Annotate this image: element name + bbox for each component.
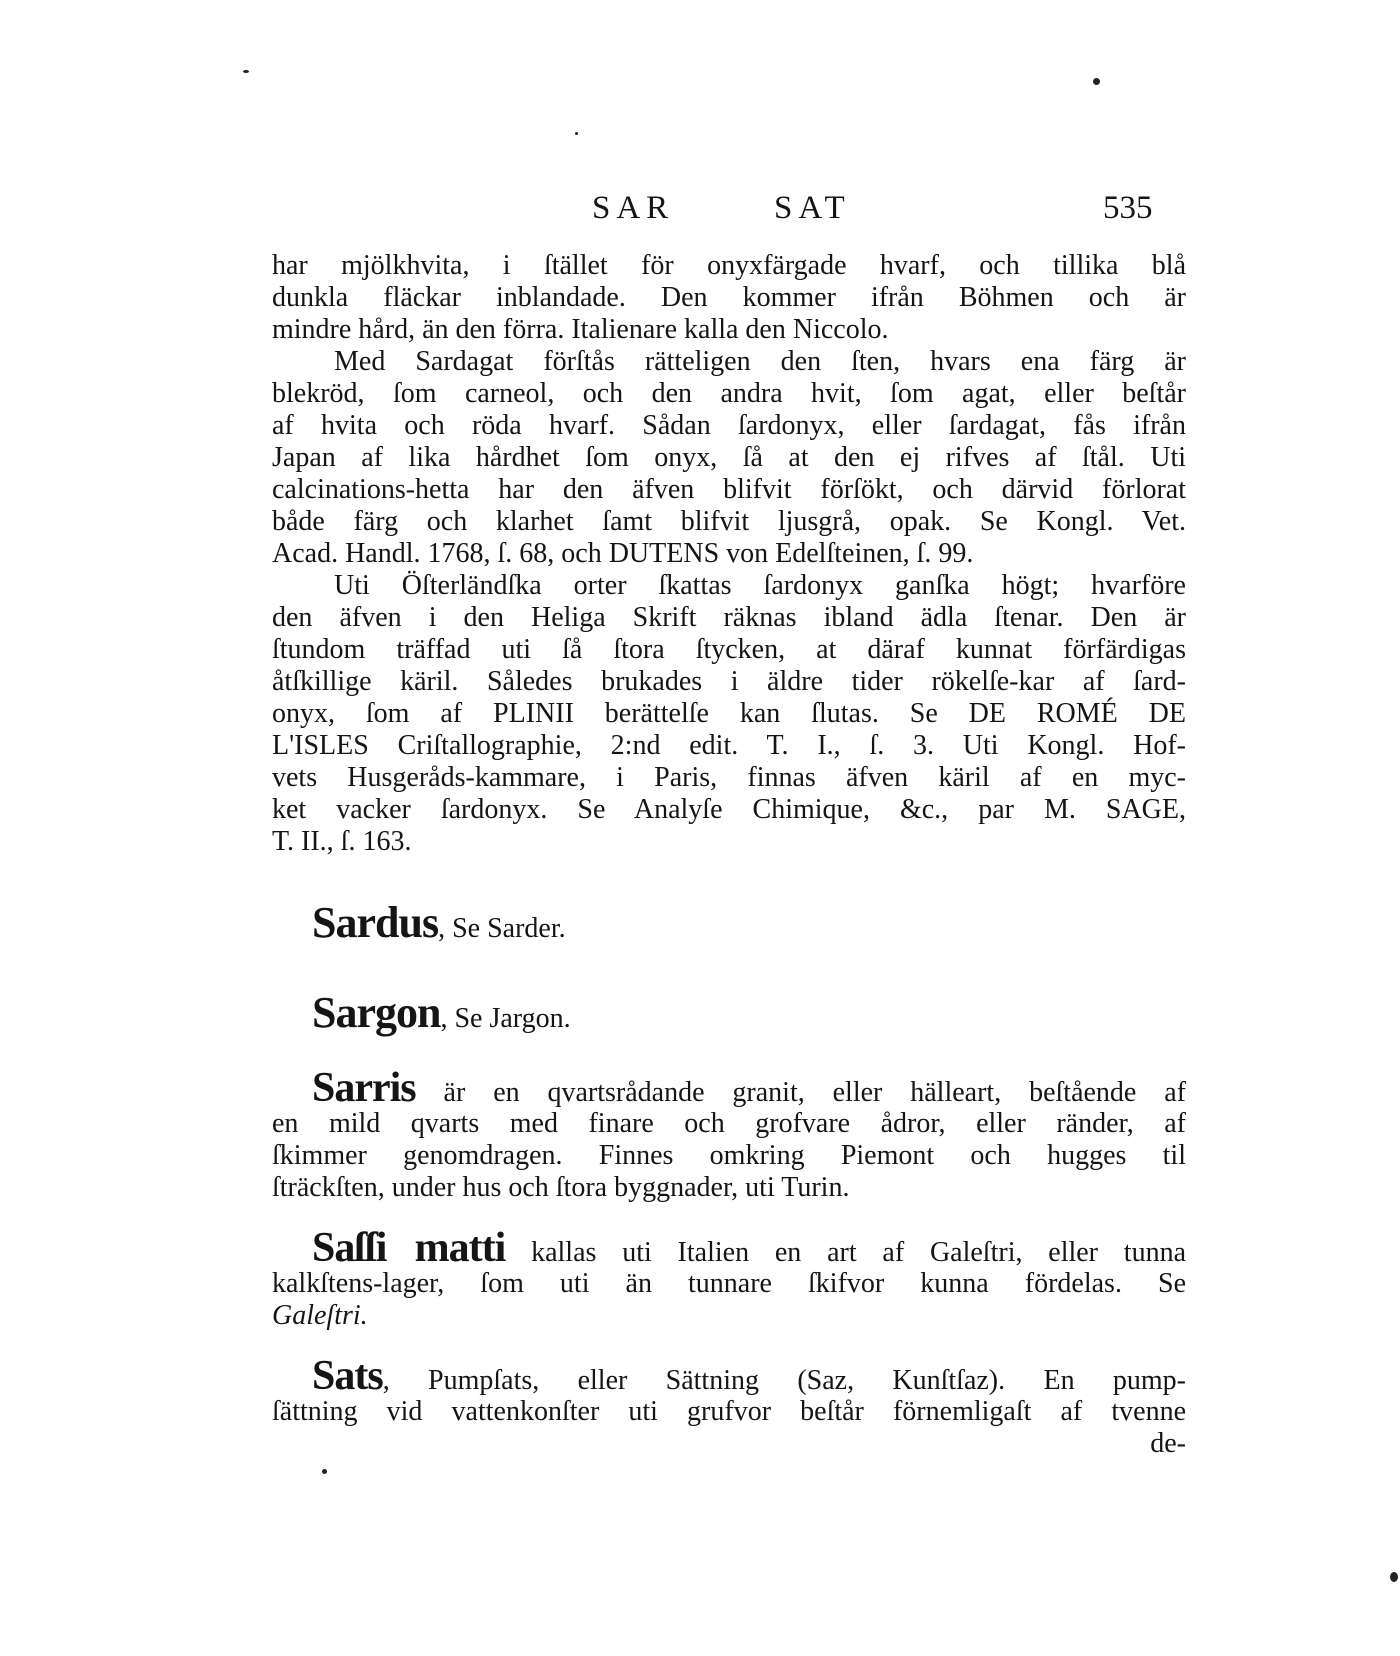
text-line: Acad. Handl. 1768, ſ. 68, och DUTENS von Edelſteinen, ſ. 99.	[272, 538, 974, 569]
page-number: 535	[1103, 190, 1153, 226]
paragraph-3	[272, 570, 1186, 858]
entry-sarris	[272, 1065, 1186, 1204]
paragraph-2	[272, 346, 1186, 570]
text-line: ſträckſten, under hus och ſtora byggnader, uti Turin.	[272, 1172, 850, 1203]
ink-speck	[243, 70, 249, 73]
text-line: både färg och klarhet ſamt blifvit ljusgrå, opak. Se Kongl. Vet.	[272, 506, 1186, 537]
entry-text: , Se Sarder.	[438, 913, 566, 944]
spacer	[272, 1332, 1186, 1356]
entry-first-line	[272, 1225, 1187, 1271]
text-line: Galeſtri.	[272, 1300, 368, 1331]
entry-first-line	[272, 1065, 1186, 1111]
text-line: ſtundom träffad uti ſå ſtora ſtycken, at däraf kunnat förfärdigas	[272, 634, 1186, 665]
entry-text: , Pumpſats, eller Sättning (Saz, Kunſtſaz). En pump-	[382, 1365, 1186, 1396]
text-line: af hvita och röda hvarf. Sådan ſardonyx, eller ſardagat, fås ifrån	[272, 410, 1186, 441]
entry-headword: Saſſi matti	[312, 1225, 506, 1271]
entry-headword: Sargon	[312, 988, 441, 1037]
running-header	[0, 190, 1400, 240]
text-line: Med Sardagat förſtås rätteligen den ſten, hvars ena färg är	[334, 346, 1186, 377]
text-line: vets Husgeråds-kammare, i Paris, finnas äfven käril af en myc-	[272, 762, 1186, 793]
entry-sardus	[272, 892, 1186, 954]
ink-speck	[322, 1469, 327, 1474]
entry-headword: Sardus	[312, 898, 439, 947]
text-line: T. II., ſ. 163.	[272, 826, 412, 857]
catchword: de-	[1150, 1428, 1186, 1459]
text-line: en mild qvarts med finare och grofvare ådror, eller ränder, af	[272, 1108, 1186, 1139]
text-line: mindre hård, än den förra. Italienare kalla den Niccolo.	[272, 314, 889, 345]
text-line: calcinations-hetta har den äfven blifvit förſökt, och därvid förlorat	[272, 474, 1186, 505]
spacer	[272, 858, 1186, 892]
text-line: ket vacker ſardonyx. Se Analyſe Chimique, &c., par M. SAGE,	[272, 794, 1186, 825]
text-line: ſättning vid vattenkonſter uti grufvor beſtår förnemligaſt af tvenne	[272, 1396, 1186, 1427]
spacer	[272, 954, 1186, 982]
entry-sassi-matti	[272, 1225, 1187, 1332]
ink-speck	[1093, 78, 1100, 85]
text-line: kalkſtens-lager, ſom uti än tunnare ſkifvor kunna fördelas. Se	[272, 1268, 1186, 1299]
text-line: blekröd, ſom carneol, och den andra hvit, ſom agat, eller beſtår	[272, 378, 1186, 409]
text-line: ſkimmer genomdragen. Finnes omkring Piemont och hugges til	[272, 1140, 1186, 1171]
paragraph-1	[272, 250, 1186, 346]
ink-speck	[575, 132, 578, 135]
running-head-left: SAR	[592, 190, 675, 226]
entry-text: är en qvartsrådande granit, eller hälleart, beſtående af	[443, 1077, 1186, 1108]
text-line: onyx, ſom af PLINII berättelſe kan ſlutas. Se DE ROMÉ DE	[272, 698, 1186, 729]
text-line: dunkla fläckar inblandade. Den kommer ifrån Böhmen och är	[272, 282, 1186, 313]
entry-text: kallas uti Italien en art af Galeſtri, eller tunna	[531, 1237, 1187, 1268]
running-head-right: SAT	[774, 190, 851, 226]
entry-sats	[272, 1353, 1186, 1460]
text-line: L'ISLES Criſtallographie, 2:nd edit. T. I., ſ. 3. Uti Kongl. Hof-	[272, 730, 1186, 761]
entry-sargon	[272, 982, 1186, 1044]
text-line: Uti Öſterländſka orter ſkattas ſardonyx ganſka högt; hvarföre	[334, 570, 1186, 601]
entry-first-line	[272, 1353, 1186, 1399]
entry-text: , Se Jargon.	[440, 1003, 571, 1034]
ink-speck	[1390, 1572, 1398, 1582]
entry-headword: Sarris	[312, 1065, 416, 1111]
body-text	[272, 250, 1186, 1460]
text-line: den äfven i den Heliga Skrift räknas ibland ädla ſtenar. Den är	[272, 602, 1186, 633]
text-line: har mjölkhvita, i ſtället för onyxfärgade hvarf, och tillika blå	[272, 250, 1186, 281]
text-line: åtſkillige käril. Således brukades i äldre tider rökelſe-kar af ſard-	[272, 666, 1186, 697]
entry-headword: Sats	[312, 1353, 383, 1399]
text-line: Japan af lika hårdhet ſom onyx, ſå at den ej rifves af ſtål. Uti	[272, 442, 1186, 473]
